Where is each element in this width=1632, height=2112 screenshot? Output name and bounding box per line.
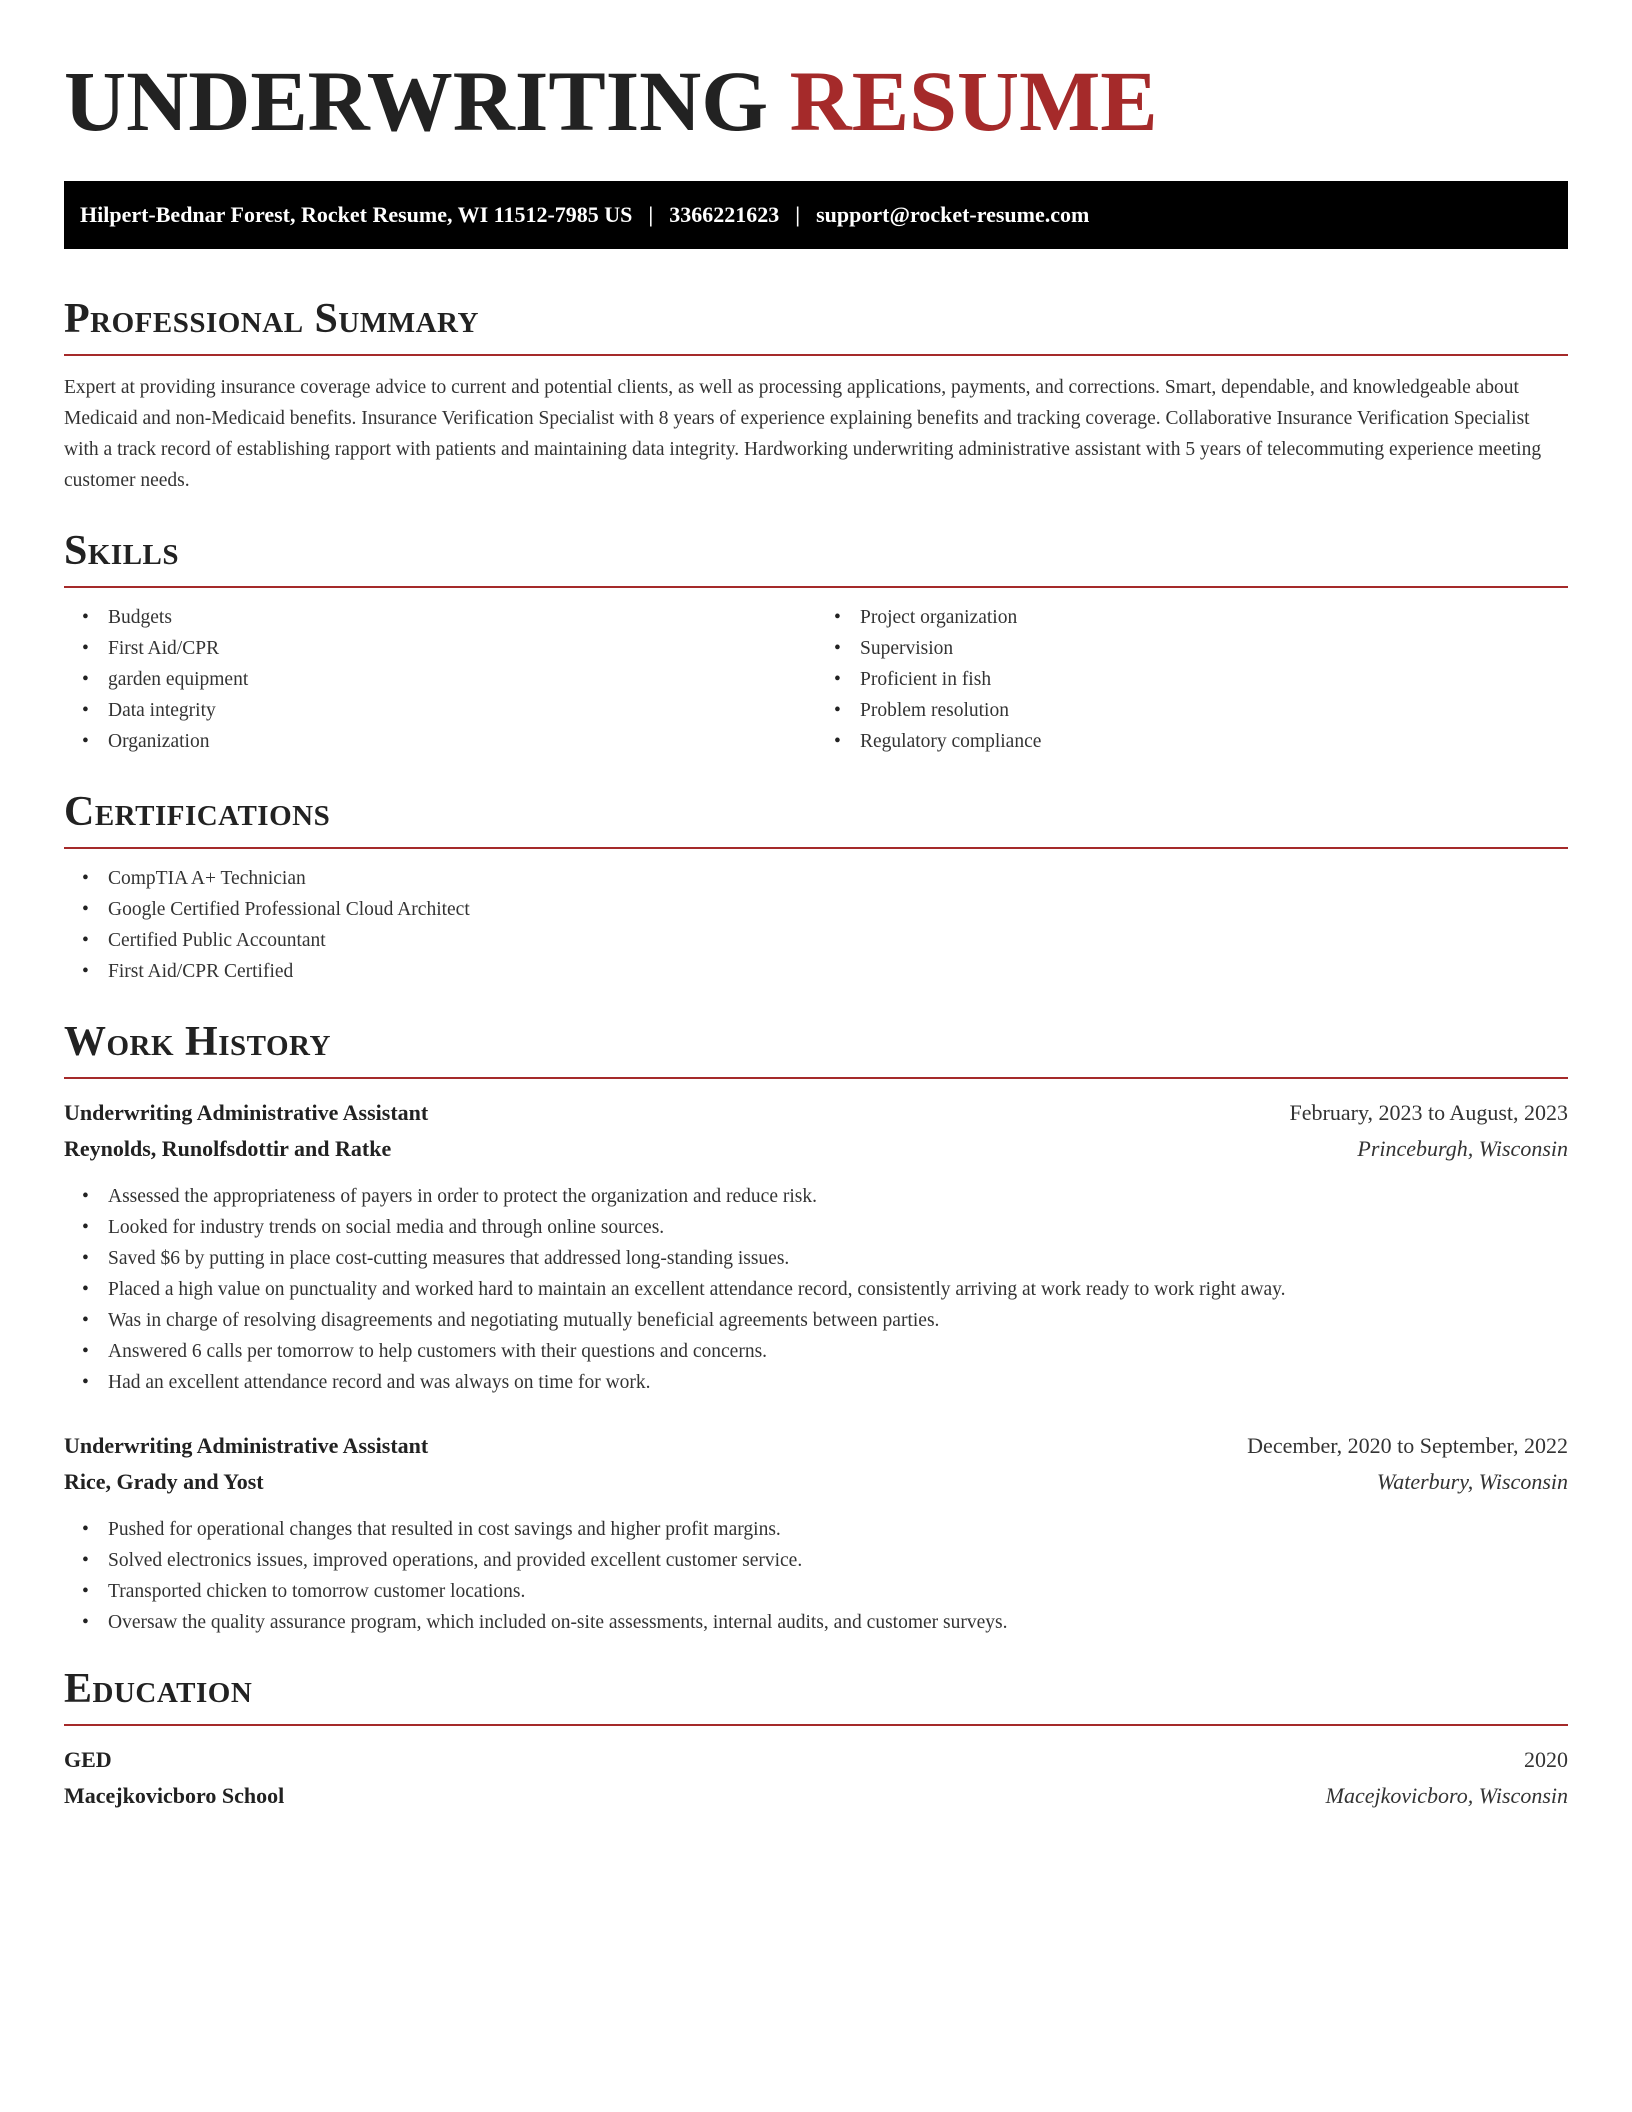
certification-item: • Google Certified Professional Cloud Architect: [108, 894, 1568, 925]
contact-separator: |: [795, 202, 801, 227]
skill-item: • Project organization: [860, 602, 1568, 633]
work-history-heading: Work History: [64, 1021, 1568, 1079]
skills-heading: Skills: [64, 530, 1568, 588]
education-school: Macejkovicboro School: [64, 1783, 285, 1808]
job-dates: February, 2023 to August, 2023: [1289, 1100, 1568, 1125]
contact-phone: 3366221623: [669, 202, 780, 227]
certifications-list: [64, 863, 1568, 987]
certification-item: • First Aid/CPR Certified: [108, 956, 1568, 987]
title-main: UNDERWRITING: [64, 53, 769, 149]
job-title-row: [64, 1428, 1568, 1464]
summary-text: Expert at providing insurance coverage advice to current and potential clients, as well as processing applications, payments, and corrections. Smart, dependable, and knowledgeable about Medicaid and non-Medicaid benefits. Insurance Verification Specialist with 8 years of experience explaining benefits and tracking coverage. Collaborative Insurance Verification Specialist with a track record of establishing rapport with patients and maintaining data integrity. Hardworking underwriting administrative assistant with 5 years of telecommuting experience meeting customer needs.: [64, 377, 1542, 491]
contact-separator: |: [648, 202, 654, 227]
resume-title: [64, 53, 1568, 149]
skills-column-left: [64, 602, 816, 757]
education-entry: [64, 1742, 1568, 1814]
job-bullet: • Had an excellent attendance record and was always on time for work.: [108, 1367, 1568, 1398]
job-company-row: [64, 1131, 1568, 1167]
contact-address: Hilpert-Bednar Forest, Rocket Resume, WI 11512-7985 US: [80, 202, 633, 227]
job-bullet: • Assessed the appropriateness of payers in order to protect the organization and reduce risk.: [108, 1181, 1568, 1212]
skill-item: • Budgets: [108, 602, 816, 633]
job-bullet: • Was in charge of resolving disagreements and negotiating mutually beneficial agreements between parties.: [108, 1305, 1568, 1336]
skill-item: • Organization: [108, 726, 816, 757]
job-bullet: • Answered 6 calls per tomorrow to help customers with their questions and concerns.: [108, 1336, 1568, 1367]
job-company: Reynolds, Runolfsdottir and Ratke: [64, 1136, 392, 1161]
job-bullets: [64, 1514, 1568, 1638]
education-year: 2020: [1524, 1747, 1568, 1772]
job-bullet: • Looked for industry trends on social media and through online sources.: [108, 1212, 1568, 1243]
title-accent: RESUME: [789, 53, 1158, 149]
job-location: Waterbury, Wisconsin: [1376, 1469, 1568, 1494]
skill-item: • Problem resolution: [860, 695, 1568, 726]
skill-item: • Regulatory compliance: [860, 726, 1568, 757]
certifications-heading: Certifications: [64, 791, 1568, 849]
certification-item: • Certified Public Accountant: [108, 925, 1568, 956]
job-entry: [64, 1095, 1568, 1398]
education-degree: GED: [64, 1747, 112, 1772]
job-company-row: [64, 1464, 1568, 1500]
job-title: Underwriting Administrative Assistant: [64, 1433, 429, 1458]
job-entry: [64, 1428, 1568, 1638]
skills-column-right: [816, 602, 1568, 757]
contact-email: support@rocket-resume.com: [816, 202, 1090, 227]
job-bullet: • Oversaw the quality assurance program, which included on-site assessments, internal audits, and customer surveys.: [108, 1607, 1568, 1638]
job-bullet: • Placed a high value on punctuality and worked hard to maintain an excellent attendance record, consistently arriving at work ready to work right away.: [108, 1274, 1568, 1305]
skill-item: • Data integrity: [108, 695, 816, 726]
education-degree-row: [64, 1742, 1568, 1778]
education-school-row: [64, 1778, 1568, 1814]
job-title-row: [64, 1095, 1568, 1131]
job-title: Underwriting Administrative Assistant: [64, 1100, 429, 1125]
contact-bar: [64, 181, 1568, 249]
job-dates: December, 2020 to September, 2022: [1247, 1433, 1568, 1458]
resume-page: [64, 0, 1568, 1814]
summary-heading: Professional Summary: [64, 298, 1568, 356]
job-location: Princeburgh, Wisconsin: [1357, 1136, 1568, 1161]
education-heading: Education: [64, 1668, 1568, 1726]
job-bullet: • Saved $6 by putting in place cost-cutting measures that addressed long-standing issues.: [108, 1243, 1568, 1274]
job-bullets: [64, 1181, 1568, 1398]
skill-item: • garden equipment: [108, 664, 816, 695]
certification-item: • CompTIA A+ Technician: [108, 863, 1568, 894]
education-location: Macejkovicboro, Wisconsin: [1325, 1783, 1568, 1808]
job-bullet: • Pushed for operational changes that resulted in cost savings and higher profit margins.: [108, 1514, 1568, 1545]
job-bullet: • Solved electronics issues, improved operations, and provided excellent customer service.: [108, 1545, 1568, 1576]
skills-list: [64, 588, 1568, 757]
job-bullet: • Transported chicken to tomorrow customer locations.: [108, 1576, 1568, 1607]
skill-item: • Proficient in fish: [860, 664, 1568, 695]
skill-item: • First Aid/CPR: [108, 633, 816, 664]
job-company: Rice, Grady and Yost: [64, 1469, 264, 1494]
skill-item: • Supervision: [860, 633, 1568, 664]
